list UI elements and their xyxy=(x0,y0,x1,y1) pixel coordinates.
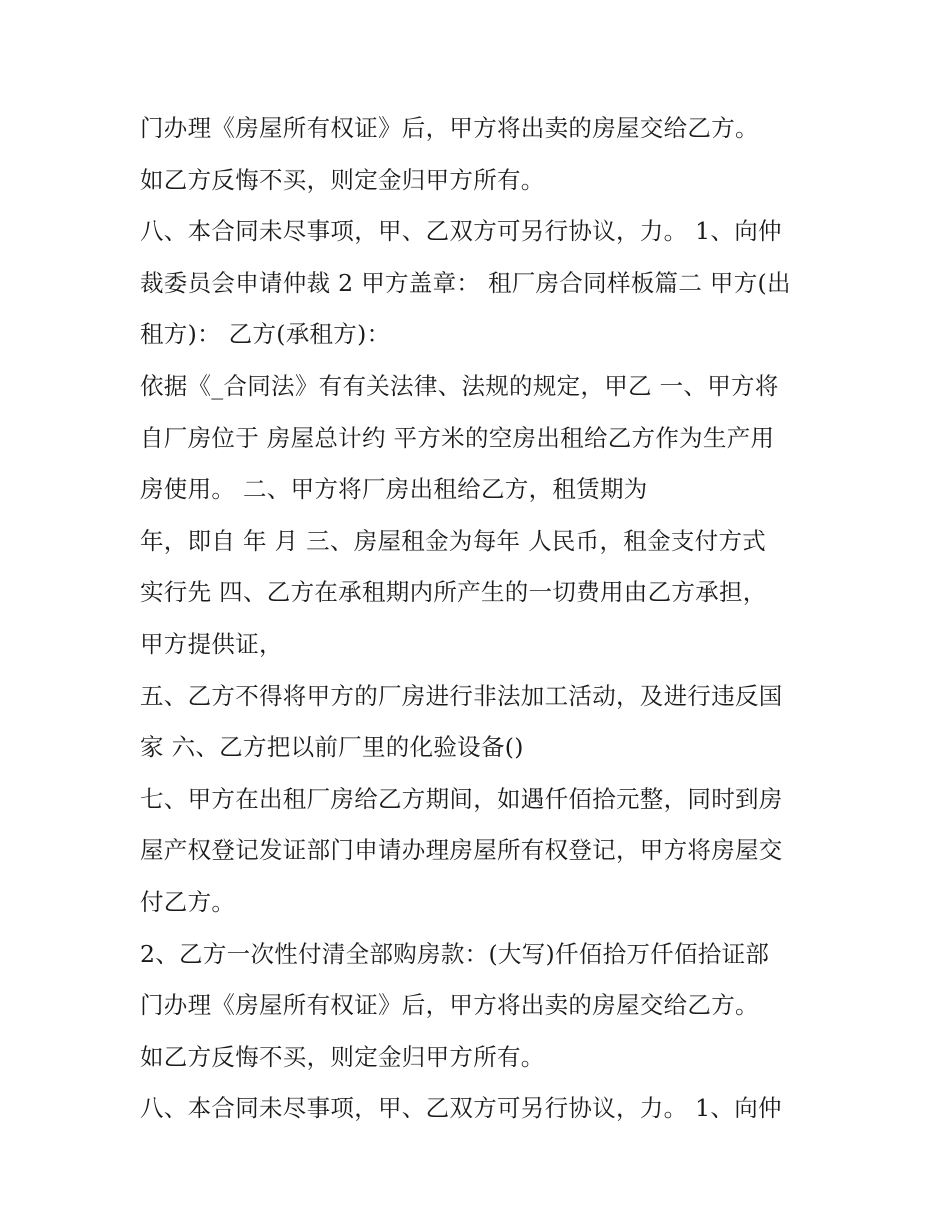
text-line: 租方)： 乙方(承租方)： xyxy=(140,320,391,349)
text-line: 依据《_合同法》有有关法律、法规的规定，甲乙 一、甲方将 xyxy=(140,371,779,400)
text-line: 自厂房位于 房屋总计约 平方米的空房出租给乙方作为生产用 xyxy=(140,423,775,452)
text-line: 七、甲方在出租厂房给乙方期间，如遇仟佰拾元整，同时到房 xyxy=(140,784,783,813)
text-line: 家 六、乙方把以前厂里的化验设备() xyxy=(140,733,524,762)
text-line: 实行先 四、乙方在承租期内所产生的一切费用由乙方承担， xyxy=(140,578,767,607)
text-line: 年，即自 年 月 三、房屋租金为每年 人民币，租金支付方式 xyxy=(140,526,767,555)
text-line: 2、乙方一次性付清全部购房款：(大写)仟佰拾万仟佰拾证部 xyxy=(140,939,770,968)
text-line: 门办理《房屋所有权证》后，甲方将出卖的房屋交给乙方。 xyxy=(140,114,759,142)
text-line: 房使用。 二、甲方将厂房出租给乙方，租赁期为 xyxy=(140,475,648,504)
text-line: 如乙方反悔不买，则定金归甲方所有。 xyxy=(140,1042,545,1071)
text-line: 门办理《房屋所有权证》后，甲方将出卖的房屋交给乙方。 xyxy=(140,991,759,1020)
text-line: 如乙方反悔不买，则定金归甲方所有。 xyxy=(140,165,545,194)
text-line: 五、乙方不得将甲方的厂房进行非法加工活动，及进行违反国 xyxy=(140,681,783,710)
text-line: 八、本合同未尽事项，甲、乙双方可另行协议，力。 1、向仲 xyxy=(140,1094,782,1123)
document-body xyxy=(140,103,820,1135)
text-line: 八、本合同未尽事项，甲、乙双方可另行协议，力。 1、向仲 xyxy=(140,217,782,246)
text-line: 甲方提供证， xyxy=(140,629,283,658)
text-line: 付乙方。 xyxy=(140,887,236,916)
text-line: 裁委员会申请仲裁 2 甲方盖章： 租厂房合同样板篇二 甲方(出 xyxy=(140,268,791,297)
text-line: 屋产权登记发证部门申请办理房屋所有权登记，甲方将房屋交 xyxy=(140,836,783,865)
